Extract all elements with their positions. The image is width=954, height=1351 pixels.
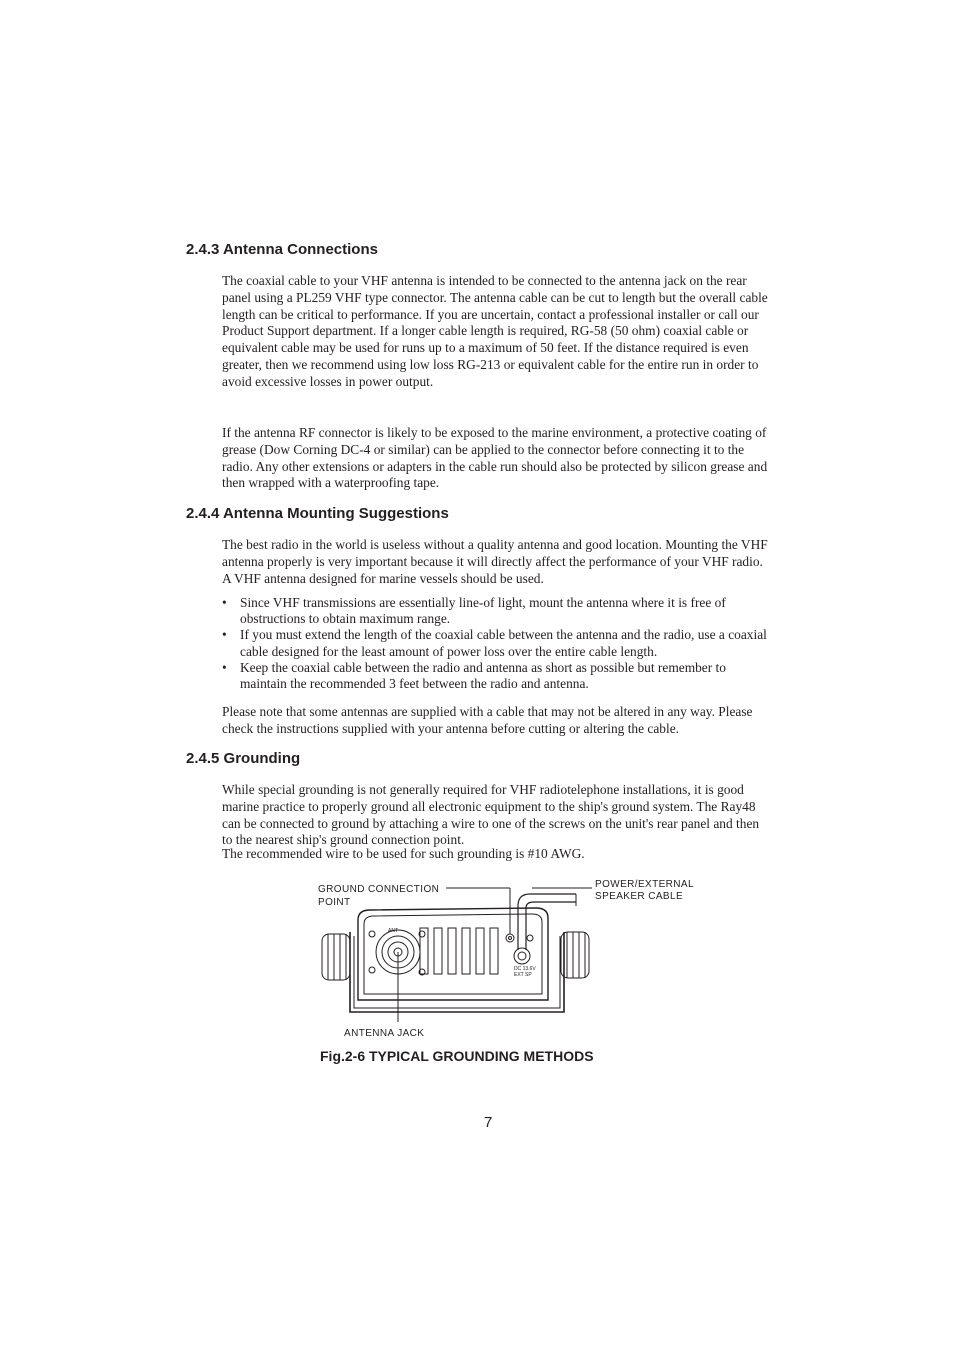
label-ground-connection: GROUND CONNECTION <box>318 884 440 895</box>
heatsink-fin <box>462 928 470 974</box>
screw <box>369 967 375 973</box>
heatsink-fin <box>420 928 428 974</box>
label-antenna-jack: ANTENNA JACK <box>344 1028 425 1039</box>
paragraph-grounding-2: The recommended wire to be used for such grounding is #10 AWG. <box>222 846 585 861</box>
list-item-text: Keep the coaxial cable between the radio and antenna as short as possible but remember to maintain the recommended 3 feet between the radio and antenna. <box>240 659 726 692</box>
paragraph-antenna-connections-2: If the antenna RF connector is likely to be exposed to the marine environment, a protective coating of grease (Dow Corning DC-4 or similar) can be applied to the connector before connecting it to the radio. Any other extensions or adapters in the cable run should also be protected by silicon grease and then wrapped with a waterproofing tape. <box>222 425 768 491</box>
bullet-marker: • <box>222 595 227 610</box>
bullet-marker: • <box>222 627 227 643</box>
heatsink-fin <box>490 928 498 974</box>
paragraph-antenna-mounting-intro: The best radio in the world is useless without a quality antenna and good location. Mounting the VHF antenna properly is very important because it will directly affect the performance of your VHF radio. A VHF antenna designed for marine vessels should be used. <box>222 537 768 586</box>
list-item-text: If you must extend the length of the coaxial cable between the antenna and the radio, use a coaxial cable designed for the least amount of power loss over the entire cable length. <box>240 627 767 659</box>
mounting-suggestions-list <box>222 595 768 692</box>
paragraph-grounding-1: While special grounding is not generally required for VHF radiotelephone installations, it is good marine practice to properly ground all electronic equipment to the ship's ground system. The Ray48 can be connected to ground by attaching a wire to one of the screws on the unit's rear panel and then to the nearest ship's ground connection point. <box>222 782 760 848</box>
bullet-marker: • <box>222 659 227 675</box>
section-heading-grounding: 2.4.5 Grounding <box>186 750 301 767</box>
paragraph-antenna-mounting-note: Please note that some antennas are supplied with a cable that may not be altered in any way. Please check the instructions supplied with your antenna before cutting or altering the cable. <box>222 704 753 736</box>
page-number: 7 <box>484 1114 493 1131</box>
list-item <box>222 627 768 659</box>
label-power-external: POWER/EXTERNAL <box>595 879 694 890</box>
radio-rear-panel <box>358 908 548 1000</box>
screw <box>527 935 533 941</box>
heatsink-fin <box>476 928 484 974</box>
grounding-diagram <box>314 872 694 1042</box>
section-heading-antenna-mounting: 2.4.4 Antenna Mounting Suggestions <box>186 505 449 522</box>
power-cable-grommet <box>514 948 530 964</box>
heatsink-fin <box>434 928 442 974</box>
paragraph-antenna-connections-1: The coaxial cable to your VHF antenna is intended to be connected to the antenna jack on the rear panel using a PL259 VHF type connector. The antenna cable can be cut to length but the overall cable length can be critical to performance. If you are uncertain, contact a professional installer or call our Product Support department. If a longer cable length is required, RG-58 (50 ohm) coaxial cable or equivalent cable may be used for runs up to a maximum of 50 feet. If the distance required is even greater, then we recommend using low loss RG-213 or equivalent cable for the entire run in order to avoid excessive losses in power output. <box>222 273 768 389</box>
label-speaker-cable: SPEAKER CABLE <box>595 891 684 902</box>
list-item <box>222 660 768 692</box>
heatsink-fin <box>448 928 456 974</box>
list-item-text: Since VHF transmissions are essentially line-of light, mount the antenna where it is free of obstructions to obtain maximum range. <box>240 595 726 627</box>
label-ground-connection-point: POINT <box>318 897 351 908</box>
screw <box>369 931 375 937</box>
panel-ant-label: ANT <box>388 928 398 934</box>
ground-screw <box>506 934 514 942</box>
panel-extsp-label: EXT SP <box>514 972 532 978</box>
section-heading-antenna-connections: 2.4.3 Antenna Connections <box>186 241 378 258</box>
panel-dc-label: DC 13.6V <box>514 966 536 972</box>
figure-caption: Fig.2-6 TYPICAL GROUNDING METHODS <box>320 1048 594 1064</box>
list-item <box>222 595 768 627</box>
